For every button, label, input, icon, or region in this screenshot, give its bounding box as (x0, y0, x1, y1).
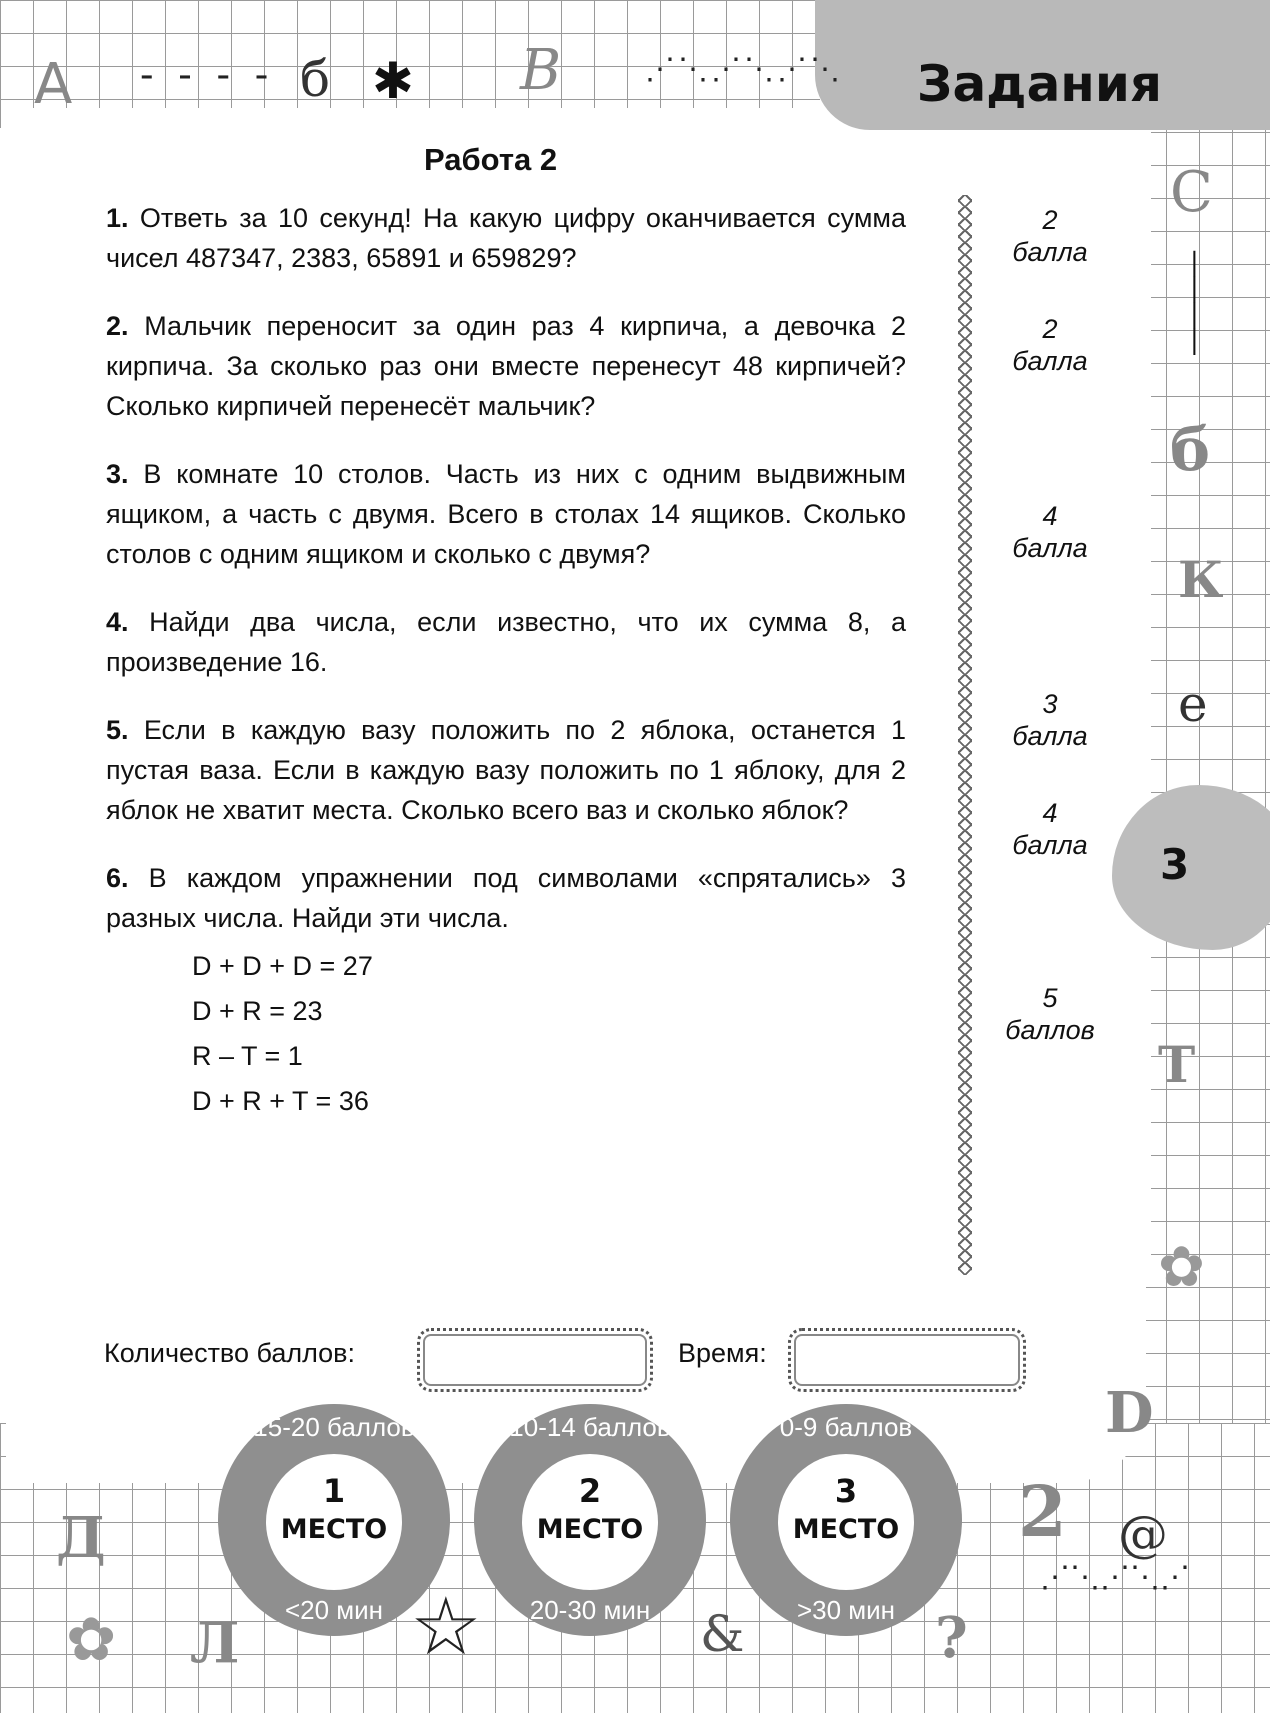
place-range: 15-20 баллов (253, 1412, 415, 1442)
place-time: >30 мин (796, 1595, 896, 1625)
time-input-box[interactable] (788, 1328, 1026, 1392)
points-label: Количество баллов: (104, 1338, 356, 1368)
place-range: 0-9 баллов (779, 1412, 913, 1442)
task-list (106, 198, 906, 1124)
task-5: 5. Если в каждую вазу положить по 2 яблока, останется 1 пустая ваза. Если в каждую вазу положить по 1 яблоку, для 2 яблок не хватит места. Сколько всего ваз и сколько яблок? (106, 715, 906, 825)
decor-dashes: | | | | (1190, 248, 1199, 356)
task-3-points: 4 балла (1012, 501, 1088, 563)
zigzag-divider (958, 195, 972, 1275)
section-title: Задания (916, 55, 1162, 113)
task-2: 2. Мальчик переносит за один раз 4 кирпича, а девочка 2 кирпича. За сколько раз они вместе перенесут 48 кирпичей? Сколько кирпичей перенесёт мальчик? (106, 311, 906, 421)
place-word: МЕСТО (536, 1514, 644, 1545)
points-input-box[interactable] (417, 1328, 653, 1392)
place-number: 2 (578, 1472, 602, 1510)
star-icon: ☆ (410, 1580, 482, 1673)
place-badge-1 (218, 1404, 450, 1636)
task-4: 4. Найди два числа, если известно, что их сумма 8, а произведение 16. (106, 607, 906, 677)
equation: D + R = 23 (192, 996, 323, 1026)
task-4-points: 3 балла (1012, 689, 1088, 751)
work-title: Работа 2 (424, 142, 558, 177)
place-number: 1 (322, 1472, 346, 1510)
decor-letter: е (1178, 675, 1208, 733)
equation: D + R + T = 36 (192, 1086, 369, 1116)
place-range: 10-14 баллов (509, 1412, 671, 1442)
place-time: 20-30 мин (529, 1595, 651, 1625)
place-number: 3 (834, 1472, 858, 1510)
equation: R – T = 1 (192, 1041, 303, 1071)
task-6-points: 5 баллов (1005, 983, 1095, 1045)
task-6: 6. В каждом упражнении под символами «спрятались» 3 разных числа. Найди эти числа. (106, 863, 906, 933)
decor-dots: ⋰⋱⋰⋱⋰⋱ (645, 52, 843, 87)
task-1-points: 2 балла (1012, 205, 1088, 267)
flower-icon: ✿ (66, 1605, 117, 1675)
ampersand-icon: & (700, 1605, 745, 1663)
decor-letter: К (1178, 550, 1224, 609)
star-icon: ✱ (372, 52, 414, 110)
decor-letter: С (1170, 160, 1213, 225)
decor-dashes: - - - - (140, 52, 275, 98)
task-3: 3. В комнате 10 столов. Часть из них с одним выдвижным ящиком, а часть с двумя. Всего в столах 14 ящиков. Сколько столов с одним ящиком и сколько с двумя? (106, 459, 906, 569)
task-2-points: 2 балла (1012, 314, 1088, 376)
decor-letter: б (300, 50, 331, 108)
decor-letter: D (1105, 1380, 1154, 1446)
place-badge-3 (730, 1404, 962, 1636)
task-1: 1. Ответь за 10 секунд! На какую цифру оканчивается сумма чисел 487347, 2383, 65891 и 659829? (106, 203, 906, 273)
decor-letter: Т (1158, 1035, 1196, 1094)
decor-letter: ? (935, 1605, 968, 1671)
place-badge-2 (474, 1404, 706, 1636)
place-word: МЕСТО (280, 1514, 388, 1545)
decor-letter: А (34, 52, 73, 117)
equation: D + D + D = 27 (192, 951, 373, 981)
place-word: МЕСТО (792, 1514, 900, 1545)
task-5-points: 4 балла (1012, 798, 1088, 860)
decor-letter: В (520, 38, 562, 103)
page-number: 3 (1160, 840, 1190, 889)
decor-dots: ⋰⋱⋰⋱⋰ (1040, 1560, 1190, 1595)
time-label: Время: (678, 1338, 767, 1368)
flower-icon: ✿ (1158, 1235, 1205, 1300)
swirl-icon: @ (1118, 1505, 1168, 1563)
decor-letter: б (1170, 415, 1211, 485)
decor-letter: Д (56, 1505, 106, 1571)
decor-letter: 2 (1018, 1470, 1067, 1553)
decor-letter: Л (190, 1610, 240, 1676)
place-time: <20 мин (284, 1595, 384, 1625)
